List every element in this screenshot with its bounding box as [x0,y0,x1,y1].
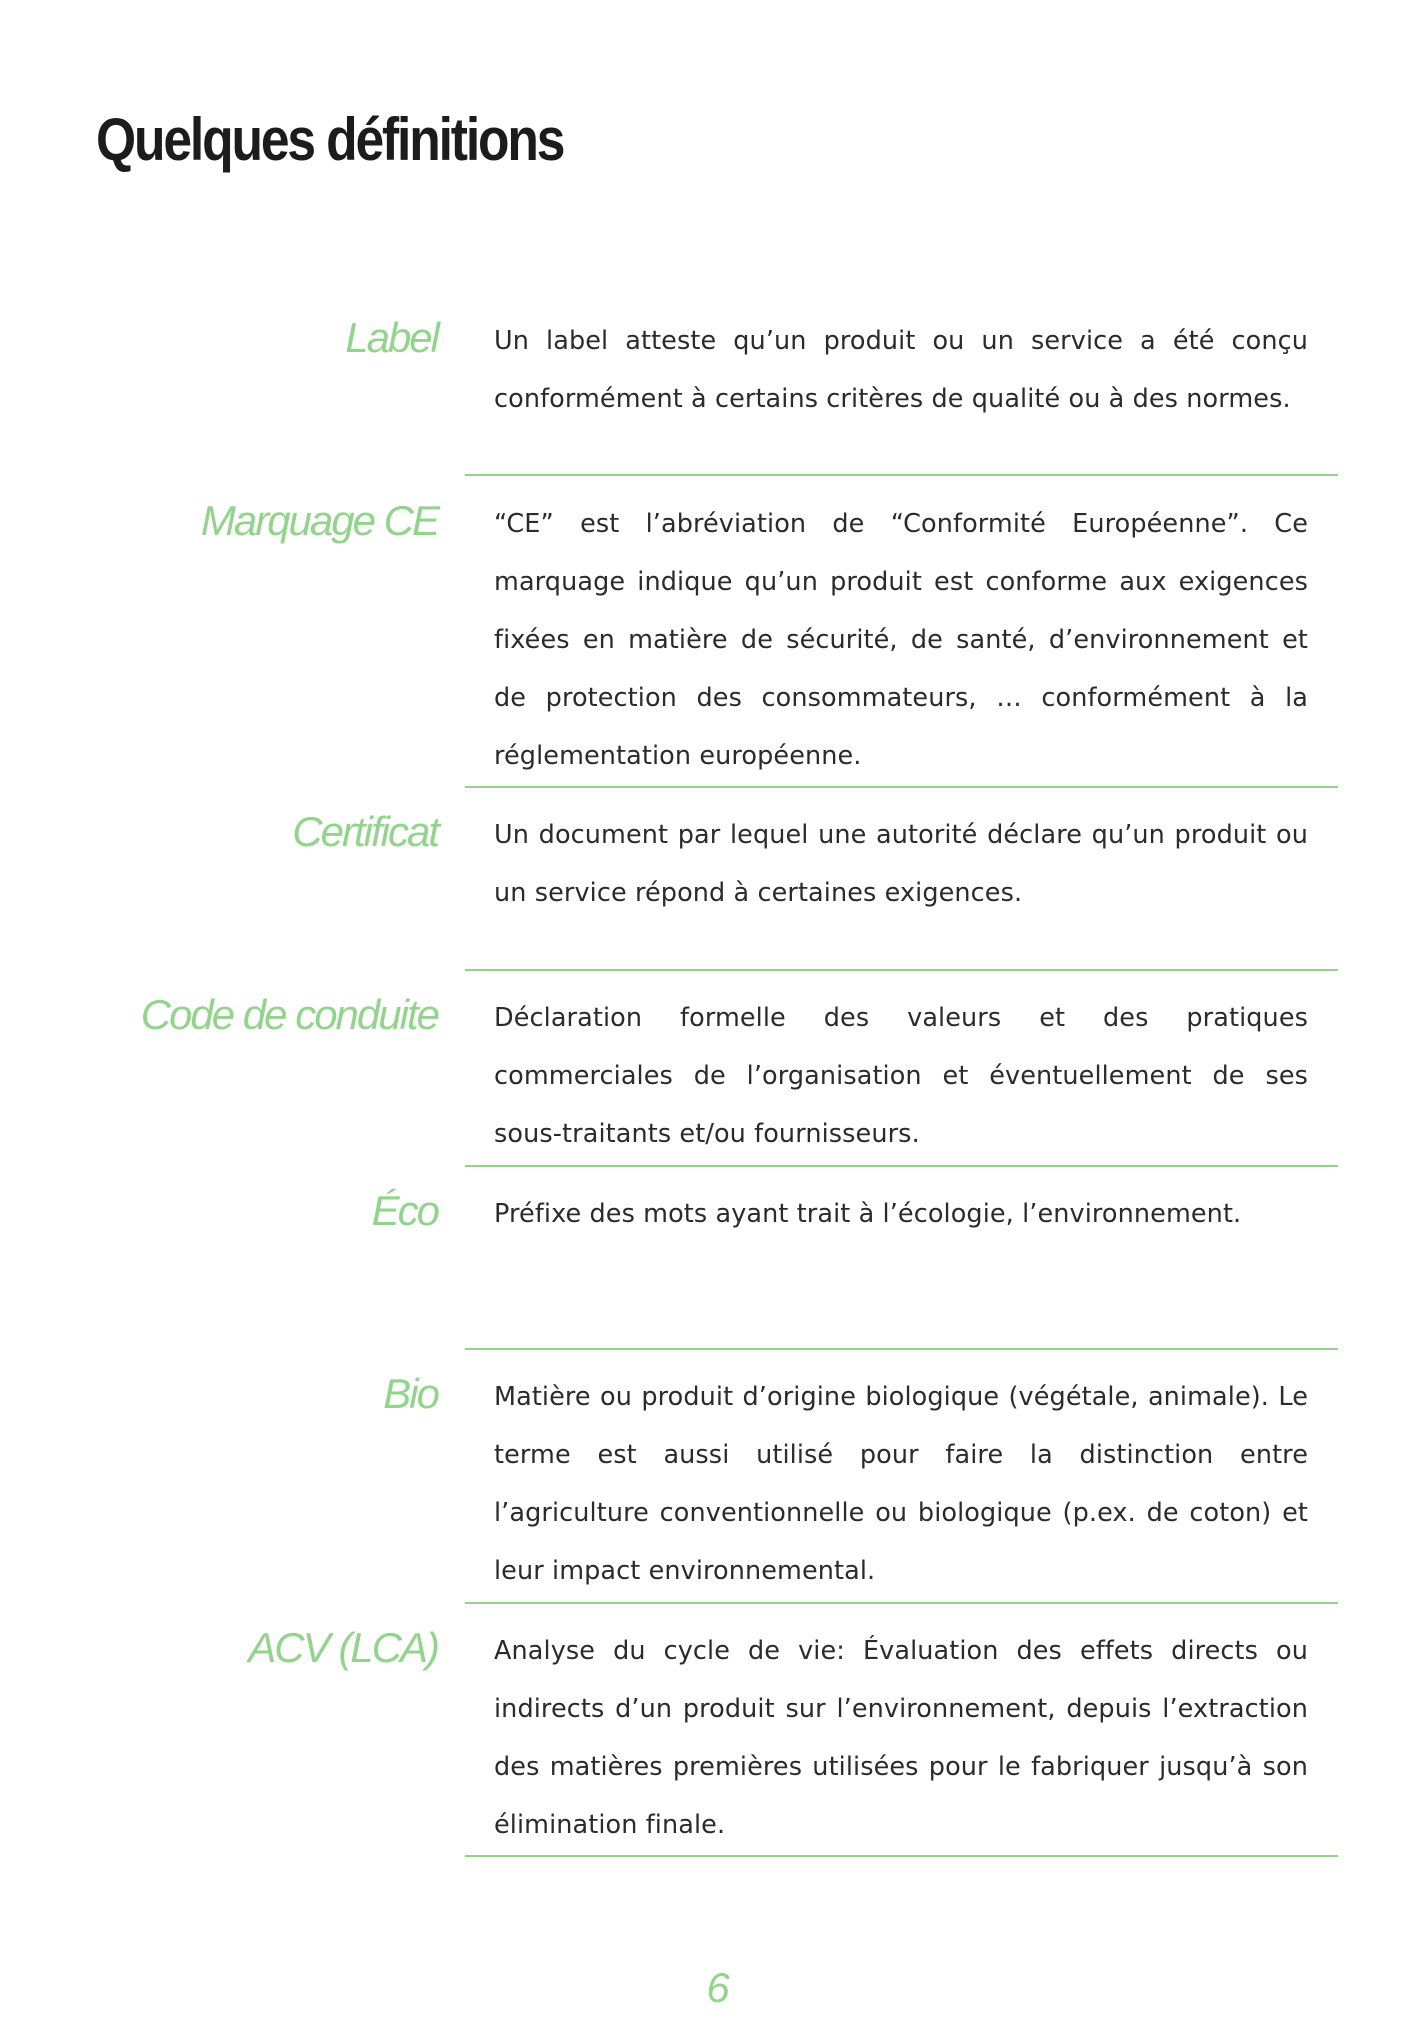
divider-line [465,1855,1338,1857]
definition-text-label: Un label atteste qu’un produit ou un service a été conçu conformément à certains critères de qualité ou à des normes. [494,326,1308,414]
term-label: Label [345,314,438,361]
term-marquage-ce: Marquage CE [200,497,438,544]
definition-text-eco: Préfixe des mots ayant trait à l’écologie, l’environnement. [494,1199,1242,1229]
divider-line [465,474,1338,476]
definition-text-certificat: Un document par lequel une autorité déclare qu’un produit ou un service répond à certaines exigences. [494,820,1308,908]
definition-text-marquage-ce: “CE” est l’abréviation de “Conformité Européenne”. Ce marquage indique qu’un produit est conforme aux exigences fixées en matière de sécurité, de santé, d’environnement et de protection des consommateurs, … conformément à la réglementation européenne. [494,509,1308,771]
term-code-de-conduite: Code de conduite [140,991,438,1038]
page-title: Quelques définitions [96,106,564,173]
term-bio: Bio [383,1370,438,1417]
divider-line [465,1165,1338,1167]
term-acv-lca: ACV (LCA) [248,1624,438,1671]
divider-line [465,969,1338,971]
divider-line [465,1348,1338,1350]
definition-text-acv-lca: Analyse du cycle de vie: Évaluation des effets directs ou indirects d’un produit sur l’environnement, depuis l’extraction des matières premières utilisées pour le fabriquer jusqu’à son élimination finale. [494,1636,1308,1840]
definition-text-bio: Matière ou produit d’origine biologique (végétale, animale). Le terme est aussi utilisé pour faire la distinction entre l’agriculture conventionnelle ou biologique (p.ex. de coton) et leur impact environnemental. [494,1382,1308,1586]
definition-text-code-de-conduite: Déclaration formelle des valeurs et des pratiques commerciales de l’organisation et éventuellement de ses sous-traitants et/ou fournisseurs. [494,1003,1308,1149]
divider-line [465,786,1338,788]
term-eco: Éco [371,1187,438,1234]
term-certificat: Certificat [292,808,438,855]
page-number: 6 [706,1964,730,2011]
divider-line [465,1602,1338,1604]
